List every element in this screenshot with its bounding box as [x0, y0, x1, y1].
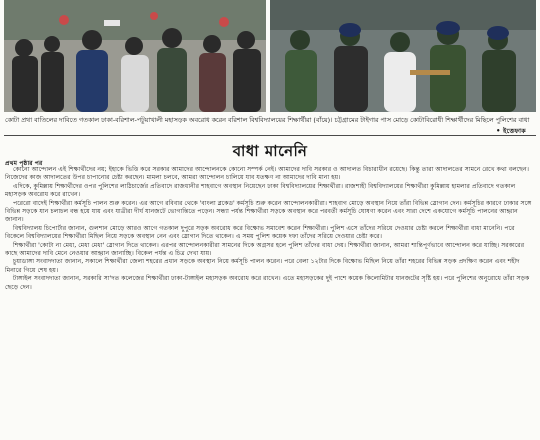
article-paragraph: কোনো আন্দোলন এই শিক্ষার্থীদের নয়; ইহাকে ভিত্তি করে সরকার আমাদের আন্দোলনকে কোনো সম্পর্ক নেই। আমাদের দাবি সরকার ও আদালত বিচারাধীন রয়েছে। কিন্তু তারা আদালতের সামনে রেখে কথা বলছেন। নিজেদের কাজ আদালতের উপর চাপানোর চেষ্টা করছেন। মামলা চলবে, আমরা আন্দোলন চালিয়ে যাব যতক্ষণ না আমাদের দাবি মানা হয়। [5, 166, 529, 182]
article-paragraph: চুয়াডাঙ্গা সংবাদদাতা জানান, সকালে শিক্ষার্থীরা জেলা শহরের প্রধান সড়কে অবস্থান নিয়ে কর্মসূচি পালন করেন। পরে বেলা ১২টার দিকে বিক্ষোভ মিছিল নিয়ে তাঁরা শহরের বিভিন্ন সড়ক প্রদক্ষিণ করেন এবং শহীদ মিনারে গিয়ে শেষ হয়। [5, 258, 520, 274]
photo-caption: কোটা প্রথা বাতিলের দাবিতে গতকাল ঢাকা-বরিশাল-পটুয়াখালী মহাসড়ক অবরোধ করেন বরিশাল বিশ্ববিদ্যালয়ের শিক্ষার্থীরা (বাঁয়ে)। চট্টগ্রামের টাইগার পাস মোড়ে কোটাবিরোধী শিক্ষার্থীদের মিছিলে পুলিশের বাধা [5, 116, 530, 124]
divider [4, 135, 536, 136]
article-body [5, 166, 535, 292]
protest-photo-left [4, 0, 266, 112]
article-headline: বাধা মানেনি [232, 142, 308, 160]
article-paragraph: এদিকে, কুমিল্লায় শিক্ষার্থীদের ওপর পুলিশের লাঠিচার্জের প্রতিবাদে রাজধানীর শাহবাগে অবস্থান নিয়েছেন ঢাকা বিশ্ববিদ্যালয়ের শিক্ষার্থীরা। রাজশাহী বিশ্ববিদ্যালয়ের শিক্ষার্থীরা কুমিল্লায় হামলার প্রতিবাদে গতকাল মহাসড়ক অবরোধ করে রাখেন। [5, 182, 516, 199]
article-paragraph: পরেরো বাদেই শিক্ষার্থীরা কর্মসূচি পালন শুরু করেন। এর আগে রবিবার থেকে 'বাংলা ব্লকেড' কর্মসূচি শুরু করেন আন্দোলনকারীরা। শাহবাগ মোড়ে অবস্থান নিয়ে তাঁরা বিভিন্ন স্লোগান দেন। কর্মসূচির কারণে ঢাকার সঙ্গে বিভিন্ন সড়কে যান চলাচল বন্ধ হয়ে যায় এবং যাত্রীরা দীর্ঘ যানজটে ভোগান্তিতে পড়েন। সন্ধ্যা পর্যন্ত শিক্ষার্থীরা সড়কে অবস্থান করে পরবর্তী কর্মসূচি ঘোষণা করেন এবং সারা দেশে একযোগে কর্মসূচি পালনের আহ্বান জানান। [5, 199, 532, 224]
article-paragraph: বিশ্ববিদ্যালয় চিপোর্টার জানান, গুলশান মোড়ে আরও আগে গতকাল দুপুরে সড়ক অবরোধ করে বিক্ষোভ সমাবেশ করেন শিক্ষার্থীরা। পুলিশ এসে তাঁদের সরিয়ে দেওয়ার চেষ্টা করলে শিক্ষার্থীরা বাধা মানেনি। পরে বিকেলে বিশ্ববিদ্যালয়ের শিক্ষার্থীরা মিছিল নিয়ে সড়কে অবস্থান নেন এবং স্লোগান দিতে থাকেন। এ সময় পুলিশ কয়েক দফা তাঁদের সরিয়ে দেওয়ার চেষ্টা করে। [5, 224, 515, 241]
photo-credit: • ইত্তেফাক [496, 127, 526, 135]
continued-from-label: প্রথম পৃষ্ঠার পর [5, 160, 43, 167]
protest-photo-right [270, 0, 536, 112]
photo-strip [0, 0, 540, 112]
article-paragraph: শিক্ষার্থীরা 'কোটা না মেধা, মেধা মেধা' স্লোগান দিতে থাকেন। এরপর আন্দোলনকারীরা সামনের দিকে অগ্রসর হলে পুলিশ তাঁদের বাধা দেয়। শিক্ষার্থীরা জানান, আমরা শান্তিপূর্ণভাবে আন্দোলন করে যাচ্ছি। সরকারের কাছে আমাদের দাবি মেনে নেওয়ার আহ্বান জানাচ্ছি। বিকেল পর্যন্ত এ চিত্র দেখা যায়। [5, 241, 525, 258]
article-paragraph: টাঙ্গাইল সংবাদদাতা জানান, সরকারি সা'দত কলেজের শিক্ষার্থীরা ঢাকা-টাঙ্গাইল মহাসড়ক অবরোধ করে রাখেন। এতে মহাসড়কের দুই পাশে কয়েক কিলোমিটার যানজটের সৃষ্টি হয়। পরে পুলিশের অনুরোধে তাঁরা সড়ক ছেড়ে দেন। [5, 275, 530, 291]
